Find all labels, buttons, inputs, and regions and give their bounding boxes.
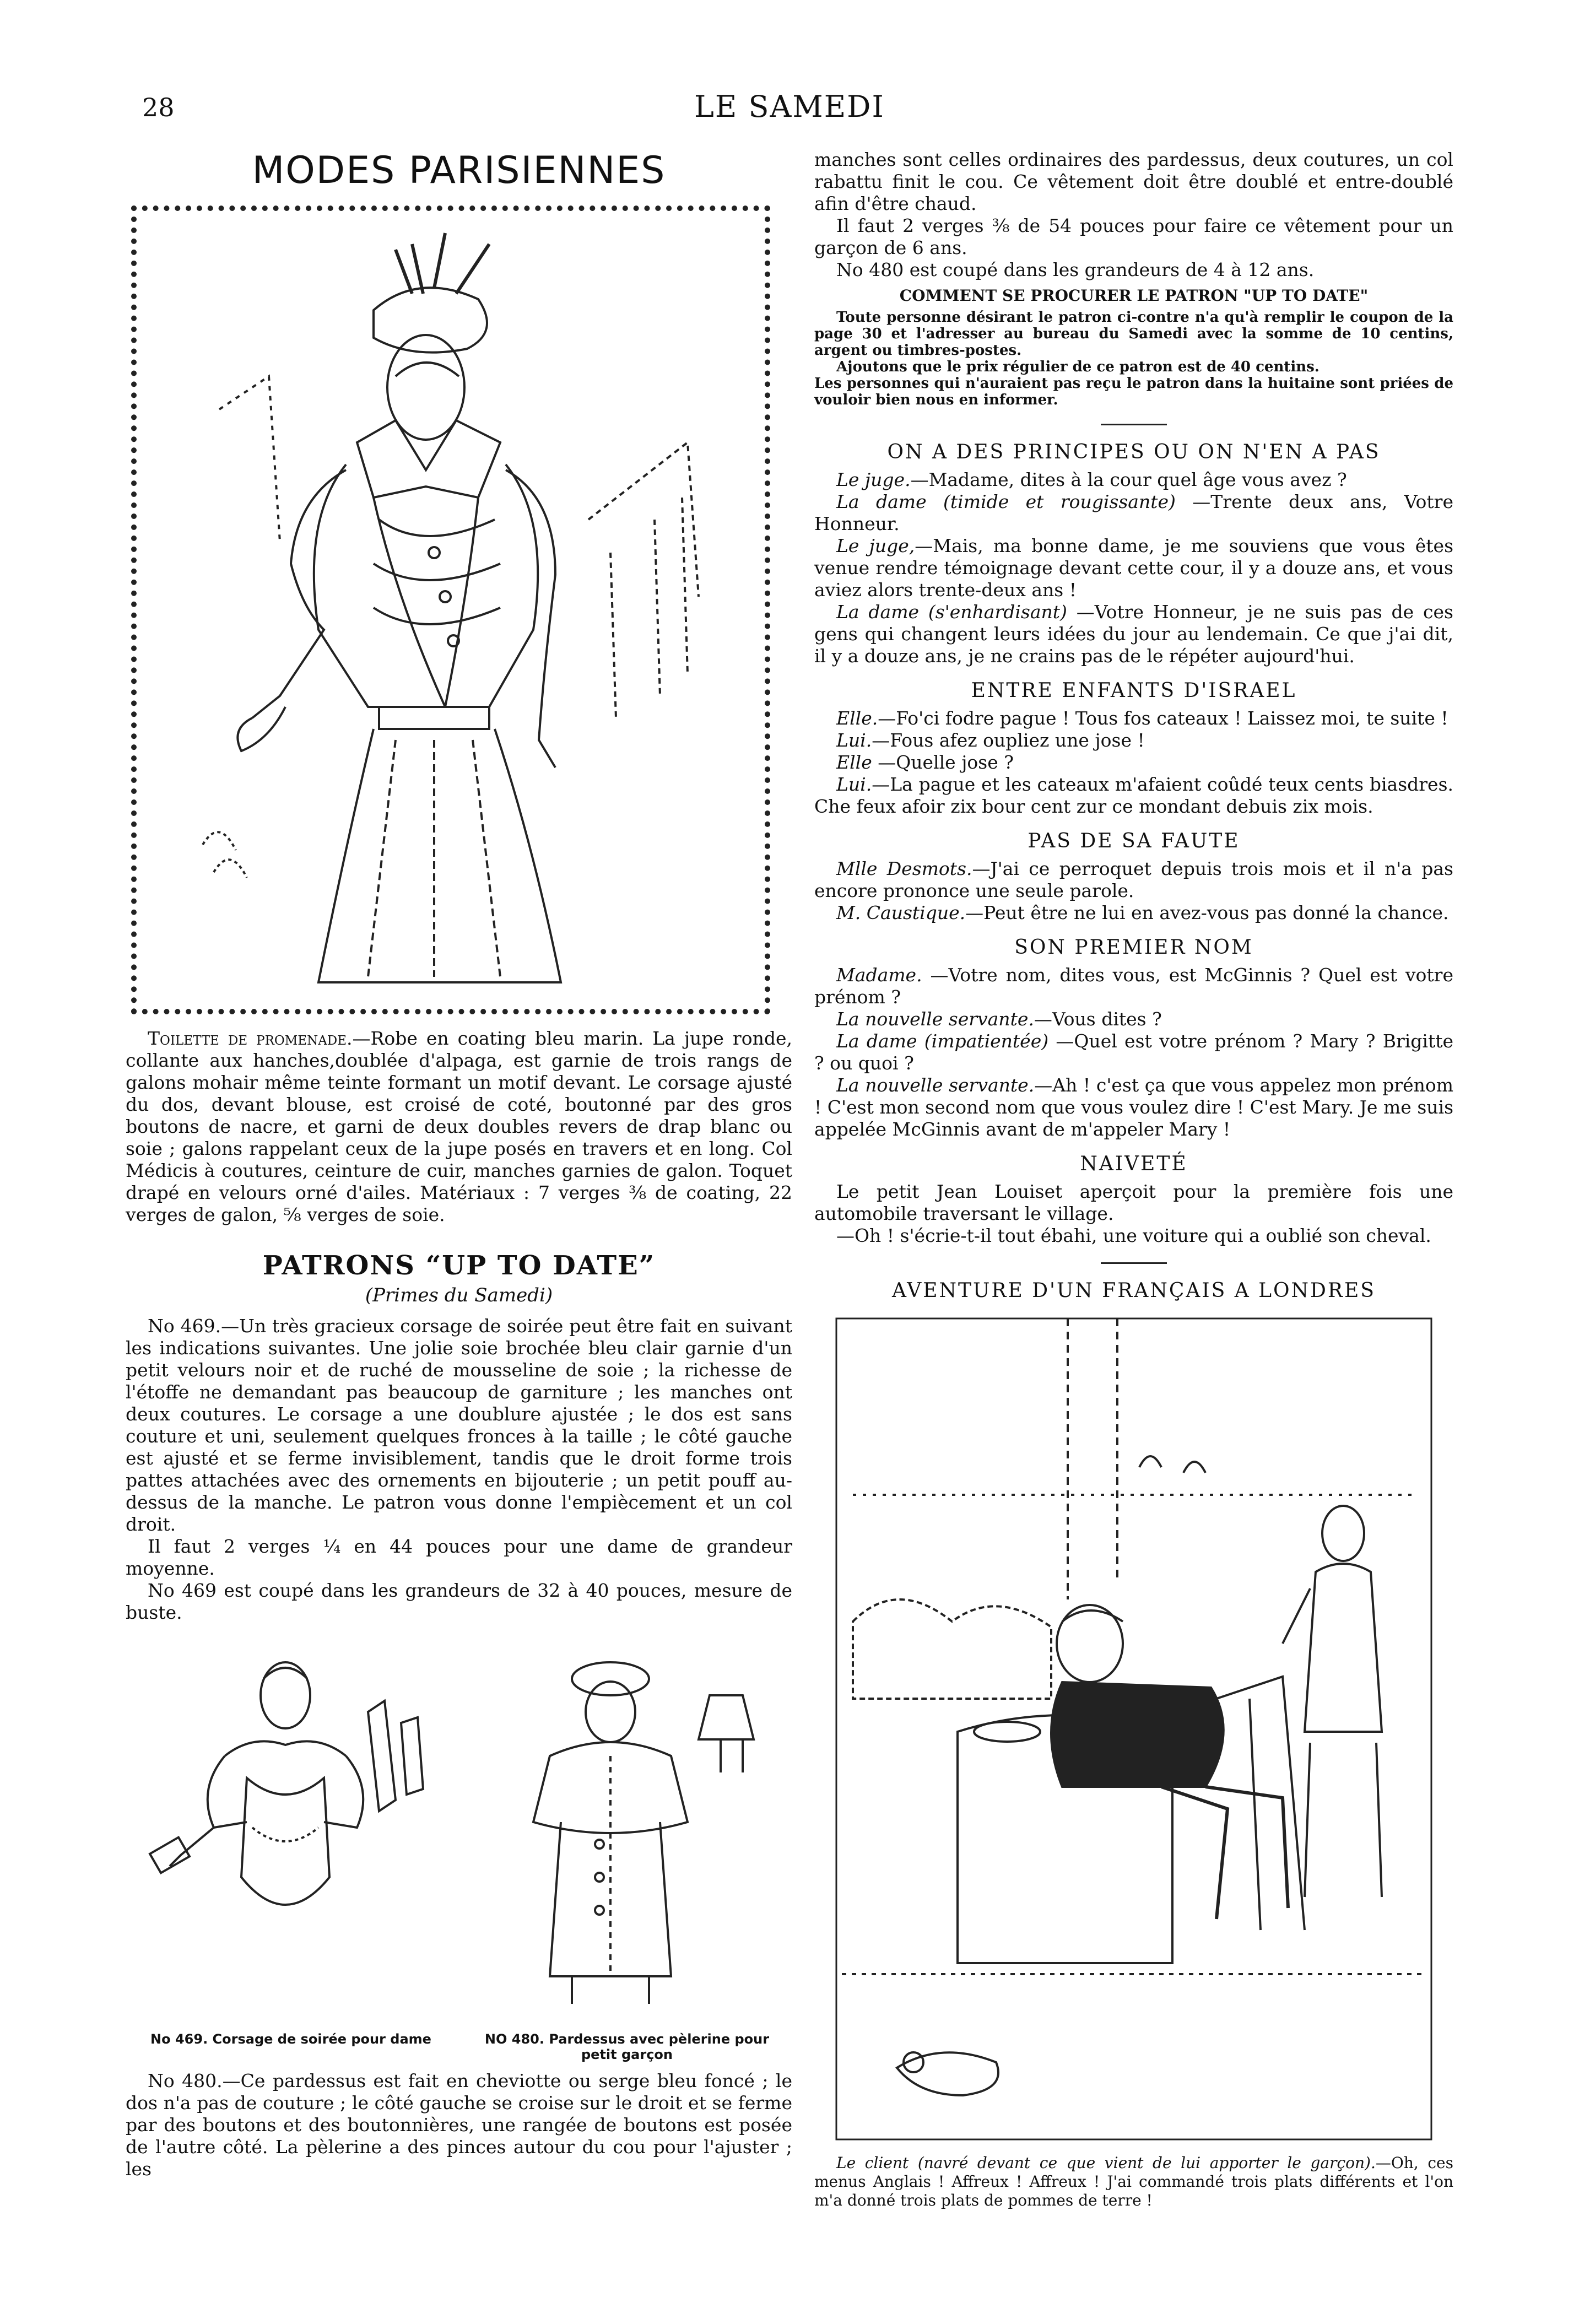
- line-text: —Votre Honneur, je ne suis pas de ces gens qui changent leurs idées du jour au lendemain. Ce que j'ai dit, il y a douze ans, je ne crains pas de le répéter aujourd'hui.: [814, 601, 1453, 667]
- line-text: —J'ai ce perroquet depuis trois mois et il n'a pas encore prononce une seule parole.: [814, 858, 1453, 901]
- speaker: Le juge.: [836, 469, 911, 490]
- speaker: Elle: [836, 752, 872, 773]
- pattern-469-yardage: Il faut 2 verges ¼ en 44 pouces pour une dame de grandeur moyenne.: [126, 1536, 792, 1579]
- line-text: —Fous afez oupliez une jose !: [872, 729, 1145, 751]
- speaker: Elle.: [836, 707, 878, 729]
- running-title: LE SAMEDI: [694, 89, 885, 124]
- dialogue-line: [814, 1008, 1453, 1030]
- dialogue-line: [814, 1074, 1453, 1141]
- speaker: Mlle Desmots.: [836, 858, 972, 879]
- boys-coat-figure: [467, 1646, 776, 2026]
- dialogue-line: [814, 1030, 1453, 1074]
- speaker: Lui.: [836, 774, 872, 795]
- speaker: M. Caustique.: [836, 902, 966, 923]
- dialogue-line: [814, 729, 1453, 752]
- anecdote-title-nom: SON PREMIER NOM: [1014, 936, 1253, 959]
- anecdote-title-principes: ON A DES PRINCIPES OU ON N'EN A PAS: [887, 441, 1381, 463]
- fashion-caption-lead: Toilette de promenade.: [148, 1028, 353, 1049]
- dialogue-line: [814, 707, 1453, 729]
- speaker: Madame.: [836, 964, 922, 986]
- restaurant-cartoon: [831, 1313, 1437, 2145]
- dialogue-line: [814, 858, 1453, 902]
- speaker: La dame (impatientée): [836, 1030, 1049, 1052]
- pattern-480-continued: manches sont celles ordinaires des pardessus, deux coutures, un col rabattu finit le cou. Ce vêtement doit être doublé et entre-doublé afin d'être chaud.: [814, 149, 1453, 214]
- divider: [1101, 1262, 1167, 1264]
- pattern-480-sizes: No 480 est coupé dans les grandeurs de 4 à 12 ans.: [836, 259, 1315, 280]
- cartoon-illustration: [831, 1313, 1437, 2145]
- patrons-subtitle: (Primes du Samedi): [365, 1284, 553, 1306]
- line-text: —Votre nom, dites vous, est McGinnis ? Quel est votre prénom ?: [814, 964, 1453, 1008]
- caption-figure-480: NO 480. Pardessus avec pèlerine pour petit garçon: [484, 2031, 770, 2062]
- line-text: —Quel est votre prénom ? Mary ? Brigitte ? ou quoi ?: [814, 1030, 1453, 1074]
- dialogue-line: [814, 491, 1453, 535]
- how-to-get-text-3: Les personnes qui n'auraient pas reçu le patron dans la huitaine sont priées de vouloir bien nous en informer.: [814, 375, 1453, 408]
- evening-bodice-figure: [137, 1646, 445, 2026]
- how-to-get-title: COMMENT SE PROCURER LE PATRON "UP TO DATE": [899, 287, 1369, 305]
- naivete-text-2: —Oh ! s'écrie-t-il tout ébahi, une voiture qui a oublié son cheval.: [836, 1225, 1431, 1246]
- how-to-get-text-2: Ajoutons que le prix régulier de ce patron est de 40 centins.: [836, 359, 1320, 375]
- page-number: 28: [142, 93, 175, 122]
- section-title-modes: MODES PARISIENNES: [252, 149, 666, 192]
- line-text: —Trente deux ans, Votre Honneur.: [814, 491, 1453, 534]
- cartoon-caption-text: —Oh, ces menus Anglais ! Affreux ! Affreux ! J'ai commandé trois plats différents et l'on m'a donné trois plats de pommes de terre !: [814, 2154, 1453, 2209]
- fashion-illustration: [131, 206, 770, 1014]
- how-to-get-text-1: Toute personne désirant le patron ci-contre n'a qu'à remplir le coupon de la page 30 et l'adresser au bureau du Samedi avec la somme de 10 centins, argent ou timbres-postes.: [814, 309, 1453, 359]
- dialogue-line: [814, 774, 1453, 818]
- line-text: —La pague et les cateaux m'afaient coûdé teux cents biasdres. Che feux afoir zix bour cent zur ce mondant debuis zix mois.: [814, 774, 1453, 817]
- dialogue-line: [814, 752, 1453, 774]
- divider: [1101, 424, 1167, 425]
- line-text: —Mais, ma bonne dame, je me souviens que vous êtes venue rendre témoignage devant cette cour, il y a douze ans, et vous aviez alors trente-deux ans !: [814, 535, 1454, 601]
- cartoon-caption: [814, 2154, 1453, 2210]
- patrons-title: PATRONS “UP TO DATE”: [262, 1250, 656, 1281]
- pattern-480-text: No 480.—Ce pardessus est fait en cheviotte ou serge bleu foncé ; le dos n'a pas de couture ; le côté gauche se croise sur le droit et se ferme par des boutons et des boutonnières, une rangée de boutons est posée de l'autre côté. La pèlerine a des pinces autour du cou pour l'ajuster ; les: [126, 2070, 792, 2180]
- pattern-figures: [126, 1646, 792, 2064]
- cartoon-title: AVENTURE D'UN FRANÇAIS A LONDRES: [892, 1279, 1376, 1302]
- line-text: —Fo'ci fodre pague ! Tous fos cateaux ! Laissez moi, te suite !: [878, 707, 1448, 729]
- speaker: La dame (timide et rougissante): [836, 491, 1176, 512]
- dialogue-line: [814, 902, 1453, 924]
- line-text: —Vous dites ?: [1034, 1008, 1162, 1030]
- naivete-text-1: Le petit Jean Louiset aperçoit pour la première fois une automobile traversant le village.: [814, 1181, 1453, 1224]
- fashion-caption: [126, 1028, 792, 1226]
- fashion-caption-text: —Robe en coating bleu marin. La jupe ronde, collante aux hanches,doublée d'alpaga, est garnie de trois rangs de galons mohair même teinte formant un motif devant. Le corsage ajusté du dos, devant blouse, est croisé de coté, boutonné par des gros boutons de nacre, et garni de deux doubles revers de drap blanc ou soie ; galons rappelant ceux de la jupe posés en travers et en long. Col Médicis à coutures, ceinture de cuir, manches garnies de galon. Toquet drapé en velours orné d'ailes. Matériaux : 7 verges ⅜ de coating, 22 verges de galon, ⅝ verges de soie.: [126, 1028, 792, 1225]
- speaker: La dame (s'enhardisant): [836, 601, 1067, 623]
- pattern-480-yardage: Il faut 2 verges ⅜ de 54 pouces pour faire ce vêtement pour un garçon de 6 ans.: [814, 215, 1453, 258]
- pattern-469-text: No 469.—Un très gracieux corsage de soirée peut être fait en suivant les indications suivantes. Une jolie soie brochée bleu clair garnie d'un petit velours noir et de ruché de mousseline de soie ; la richesse de l'étoffe ne demandant pas beaucoup de garniture ; les manches ont deux coutures. Le corsage a une doublure ajustée ; le dos est sans couture et uni, seulement quelques fronces à la taille ; le côté gauche est ajusté et se ferme invisiblement, tandis que le droit forme trois pattes attachées avec des ornements en bijouterie ; un petit pouff au-dessus de la manche. Le patron vous donne l'empiècement et un col droit.: [126, 1315, 792, 1535]
- anecdote-title-israel: ENTRE ENFANTS D'ISRAEL: [971, 679, 1297, 702]
- line-text: —Ah ! c'est ça que vous appelez mon prénom ! C'est mon second nom que vous voulez dire ! C'est Mary. Je me suis appelée McGinnis avant de m'appeler Mary !: [814, 1074, 1454, 1140]
- cartoon-caption-speaker: Le client (navré devant ce que vient de lui apporter le garçon).: [836, 2154, 1376, 2172]
- speaker: La nouvelle servante.: [836, 1008, 1034, 1030]
- dialogue-line: [814, 964, 1453, 1008]
- pattern-469-sizes: No 469 est coupé dans les grandeurs de 32 à 40 pouces, mesure de buste.: [126, 1580, 792, 1623]
- woman-promenade-figure: [137, 211, 765, 1009]
- speaker: La nouvelle servante.: [836, 1074, 1035, 1096]
- left-column: [126, 149, 792, 2180]
- line-text: —Peut être ne lui en avez-vous pas donné la chance.: [965, 902, 1449, 923]
- line-text: —Madame, dites à la cour quel âge vous avez ?: [910, 469, 1347, 490]
- dialogue-line: [814, 535, 1453, 601]
- dialogue-line: [814, 601, 1453, 667]
- caption-figure-469: No 469. Corsage de soirée pour dame: [150, 2031, 431, 2047]
- speaker: Le juge,: [836, 535, 915, 556]
- line-text: —Quelle jose ?: [872, 752, 1014, 773]
- anecdote-title-naivete: NAIVETÉ: [1080, 1153, 1188, 1175]
- anecdote-title-faute: PAS DE SA FAUTE: [1028, 830, 1240, 852]
- right-column: [814, 149, 1453, 2210]
- dialogue-line: [814, 469, 1453, 491]
- speaker: Lui.: [836, 729, 872, 751]
